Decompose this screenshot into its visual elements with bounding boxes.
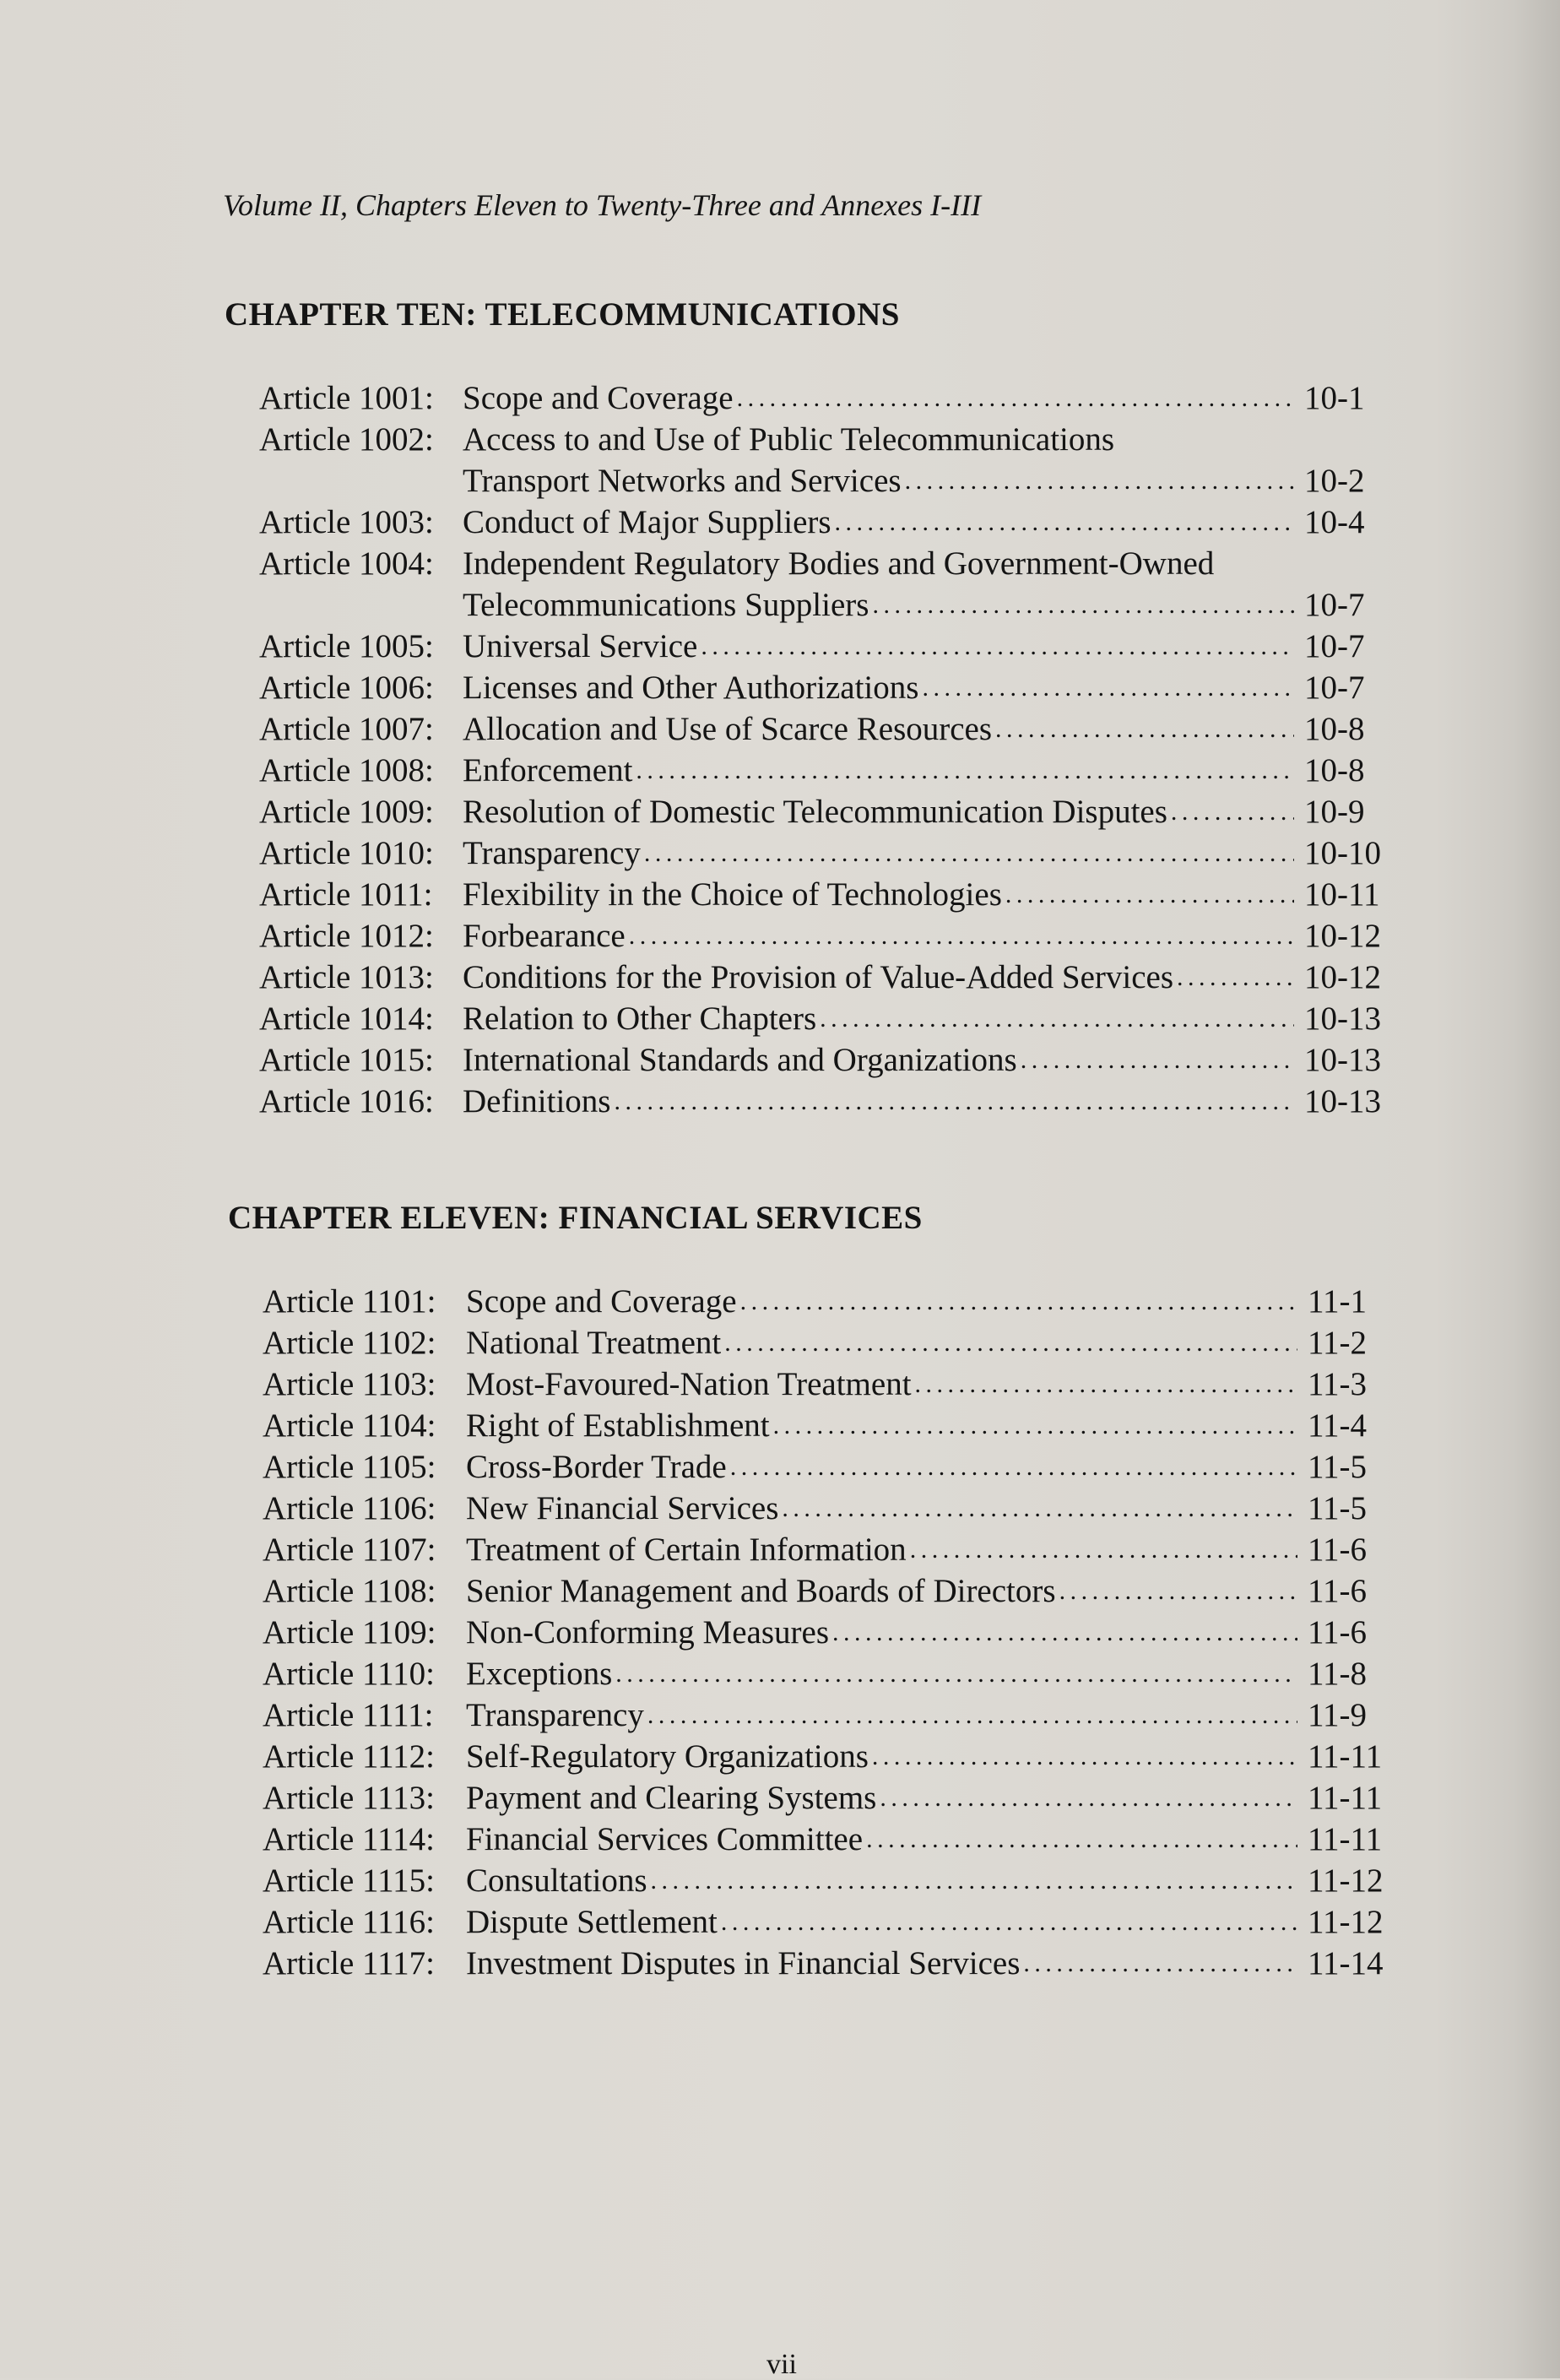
page-reference: 11-4 [1308, 1407, 1368, 1444]
article-number: Article 1007: [259, 711, 434, 747]
article-number: Article 1008: [259, 752, 434, 789]
toc-line [259, 543, 1387, 584]
dot-leader [872, 1736, 1297, 1777]
running-head: Volume II, Chapters Eleven to Twenty-Three and Annexes I-III [223, 188, 982, 222]
article-title: Allocation and Use of Scarce Resources [463, 711, 993, 747]
toc-line [263, 1281, 1390, 1322]
toc-entry [259, 791, 1387, 832]
page-number: vii [766, 2349, 797, 2380]
toc-line [263, 1363, 1390, 1405]
toc-entry [263, 1901, 1390, 1943]
page-reference: 10-8 [1304, 752, 1365, 789]
page-reference: 11-3 [1308, 1366, 1368, 1402]
chapter-ten-heading: CHAPTER TEN: TELECOMMUNICATIONS [225, 296, 900, 333]
dot-leader [724, 1322, 1297, 1363]
toc-entry [259, 377, 1387, 419]
toc-entry [263, 1819, 1390, 1860]
article-title: Independent Regulatory Bodies and Government-Owned [463, 545, 1215, 582]
article-title: Relation to Other Chapters [463, 1000, 817, 1037]
page-reference: 10-7 [1304, 628, 1365, 664]
article-number: Article 1115: [263, 1862, 435, 1899]
dot-leader [740, 1281, 1297, 1322]
toc-entry [259, 1039, 1387, 1081]
page-reference: 10-12 [1304, 959, 1381, 995]
toc-entry [259, 874, 1387, 915]
toc-line [259, 419, 1387, 460]
article-title: Consultations [466, 1862, 647, 1899]
dot-leader [1021, 1039, 1294, 1081]
chapter-ten-contents [259, 377, 1387, 1122]
toc-entry [263, 1943, 1390, 1984]
article-title: Forbearance [463, 918, 626, 954]
article-number: Article 1003: [259, 504, 434, 540]
toc-entry [263, 1653, 1390, 1694]
article-title: Scope and Coverage [466, 1283, 737, 1320]
toc-entry [259, 832, 1387, 874]
article-number: Article 1004: [259, 545, 434, 582]
toc-entry [263, 1281, 1390, 1322]
toc-entry [263, 1694, 1390, 1736]
article-title: Scope and Coverage [463, 380, 734, 416]
toc-entry [259, 626, 1387, 667]
dot-leader [615, 1653, 1297, 1694]
article-number: Article 1106: [263, 1490, 436, 1526]
article-number: Article 1016: [259, 1083, 434, 1120]
toc-line [259, 1081, 1387, 1122]
page-reference: 11-9 [1308, 1697, 1368, 1733]
toc-line [259, 667, 1387, 708]
article-title: Self-Regulatory Organizations [466, 1738, 869, 1775]
toc-line [263, 1694, 1390, 1736]
toc-line [263, 1488, 1390, 1529]
article-number: Article 1014: [259, 1000, 434, 1037]
toc-line [263, 1736, 1390, 1777]
article-title: Telecommunications Suppliers [463, 587, 869, 623]
toc-entry [259, 708, 1387, 750]
dot-leader [835, 501, 1294, 543]
page-reference: 10-13 [1304, 1083, 1381, 1120]
toc-entry [259, 501, 1387, 543]
dot-leader [629, 915, 1294, 957]
toc-line [259, 791, 1387, 832]
page-reference: 11-11 [1308, 1780, 1383, 1816]
page-reference: 10-10 [1304, 835, 1381, 871]
article-title: Transport Networks and Services [463, 463, 902, 499]
dot-leader [1059, 1570, 1297, 1612]
article-title: Investment Disputes in Financial Services [466, 1945, 1021, 1982]
page-reference: 11-1 [1308, 1283, 1368, 1320]
toc-line [263, 1612, 1390, 1653]
article-number: Article 1011: [259, 876, 433, 913]
dot-leader [995, 708, 1294, 750]
article-number: Article 1102: [263, 1325, 436, 1361]
page-reference: 10-12 [1304, 918, 1381, 954]
page-reference: 10-13 [1304, 1000, 1381, 1037]
article-number: Article 1013: [259, 959, 434, 995]
article-number: Article 1112: [263, 1738, 435, 1775]
dot-leader [1171, 791, 1294, 832]
page-reference: 11-11 [1308, 1821, 1383, 1857]
article-number: Article 1002: [259, 421, 434, 458]
dot-leader [721, 1901, 1297, 1943]
article-number: Article 1105: [263, 1449, 436, 1485]
page-reference: 11-8 [1308, 1656, 1368, 1692]
article-number: Article 1109: [263, 1614, 436, 1651]
article-title: Non-Conforming Measures [466, 1614, 830, 1651]
page-reference: 11-12 [1308, 1862, 1384, 1899]
toc-entry [263, 1322, 1390, 1363]
page-reference: 10-13 [1304, 1042, 1381, 1078]
dot-leader [1005, 874, 1294, 915]
page-reference: 10-7 [1304, 587, 1365, 623]
dot-leader [880, 1777, 1297, 1819]
toc-entry [259, 1081, 1387, 1122]
article-title: Dispute Settlement [466, 1904, 718, 1940]
article-number: Article 1113: [263, 1780, 435, 1816]
article-number: Article 1111: [263, 1697, 434, 1733]
toc-entry [259, 667, 1387, 708]
article-title: Universal Service [463, 628, 698, 664]
page-reference: 11-6 [1308, 1532, 1368, 1568]
toc-entry [263, 1860, 1390, 1901]
page-reference: 10-9 [1304, 794, 1365, 830]
article-title: Exceptions [466, 1656, 613, 1692]
article-title: Payment and Clearing Systems [466, 1780, 877, 1816]
article-title: Licenses and Other Authorizations [463, 670, 919, 706]
toc-line [259, 832, 1387, 874]
toc-line [263, 1322, 1390, 1363]
dot-leader [832, 1612, 1297, 1653]
article-number: Article 1101: [263, 1283, 436, 1320]
article-number: Article 1108: [263, 1573, 436, 1609]
dot-leader [820, 998, 1294, 1039]
toc-line [259, 460, 1387, 501]
page-reference: 10-2 [1304, 463, 1365, 499]
toc-line [259, 708, 1387, 750]
toc-entry [263, 1529, 1390, 1570]
page-reference: 11-6 [1308, 1614, 1368, 1651]
dot-leader [614, 1081, 1294, 1122]
article-number: Article 1116: [263, 1904, 435, 1940]
article-number: Article 1104: [263, 1407, 436, 1444]
page-reference: 10-7 [1304, 670, 1365, 706]
dot-leader [737, 377, 1294, 419]
dot-leader [701, 626, 1294, 667]
article-number: Article 1117: [263, 1945, 435, 1982]
dot-leader [730, 1446, 1297, 1488]
article-number: Article 1006: [259, 670, 434, 706]
toc-entry [259, 915, 1387, 957]
page-reference: 11-5 [1308, 1449, 1368, 1485]
toc-line [259, 584, 1387, 626]
toc-entry [259, 543, 1387, 626]
article-title: Cross-Border Trade [466, 1449, 727, 1485]
article-number: Article 1005: [259, 628, 434, 664]
article-title: International Standards and Organizations [463, 1042, 1017, 1078]
toc-line [259, 377, 1387, 419]
article-title: National Treatment [466, 1325, 722, 1361]
toc-line [263, 1819, 1390, 1860]
toc-entry [259, 419, 1387, 501]
toc-entry [263, 1363, 1390, 1405]
article-number: Article 1015: [259, 1042, 434, 1078]
toc-line [263, 1570, 1390, 1612]
toc-entry [263, 1736, 1390, 1777]
page-reference: 11-6 [1308, 1573, 1368, 1609]
chapter-eleven-contents [263, 1281, 1390, 1984]
page-reference: 11-2 [1308, 1325, 1368, 1361]
page-reference: 10-11 [1304, 876, 1380, 913]
toc-entry [263, 1488, 1390, 1529]
article-number: Article 1110: [263, 1656, 435, 1692]
toc-line [259, 915, 1387, 957]
page-reference: 11-11 [1308, 1738, 1383, 1775]
article-number: Article 1009: [259, 794, 434, 830]
dot-leader [1177, 957, 1294, 998]
dot-leader [922, 667, 1294, 708]
toc-line [263, 1653, 1390, 1694]
toc-entry [263, 1612, 1390, 1653]
toc-line [259, 1039, 1387, 1081]
page-reference: 10-4 [1304, 504, 1365, 540]
toc-line [259, 874, 1387, 915]
dot-leader [644, 832, 1294, 874]
toc-line [259, 501, 1387, 543]
toc-entry [259, 750, 1387, 791]
article-title: Access to and Use of Public Telecommunications [463, 421, 1115, 458]
article-title: Conduct of Major Suppliers [463, 504, 831, 540]
page-reference: 11-5 [1308, 1490, 1368, 1526]
toc-entry [263, 1446, 1390, 1488]
toc-line [259, 626, 1387, 667]
toc-line [263, 1446, 1390, 1488]
article-title: Definitions [463, 1083, 611, 1120]
article-title: Transparency [466, 1697, 644, 1733]
toc-line [263, 1529, 1390, 1570]
article-title: Most-Favoured-Nation Treatment [466, 1366, 912, 1402]
article-number: Article 1010: [259, 835, 434, 871]
toc-entry [263, 1777, 1390, 1819]
toc-line [263, 1405, 1390, 1446]
toc-entry [259, 957, 1387, 998]
article-title: Resolution of Domestic Telecommunication Disputes [463, 794, 1167, 830]
dot-leader [905, 460, 1294, 501]
article-title: Right of Establishment [466, 1407, 770, 1444]
page-reference: 11-14 [1308, 1945, 1384, 1982]
article-title: Conditions for the Provision of Value-Added Services [463, 959, 1174, 995]
dot-leader [773, 1405, 1297, 1446]
toc-entry [263, 1405, 1390, 1446]
toc-line [263, 1777, 1390, 1819]
page-reference: 10-1 [1304, 380, 1365, 416]
article-number: Article 1107: [263, 1532, 436, 1568]
article-title: Transparency [463, 835, 641, 871]
article-title: Enforcement [463, 752, 633, 789]
article-title: Financial Services Committee [466, 1821, 864, 1857]
article-number: Article 1012: [259, 918, 434, 954]
dot-leader [1023, 1943, 1297, 1984]
dot-leader [866, 1819, 1297, 1860]
dot-leader [872, 584, 1294, 626]
toc-line [259, 750, 1387, 791]
dot-leader [782, 1488, 1297, 1529]
toc-line [263, 1860, 1390, 1901]
dot-leader [647, 1694, 1297, 1736]
page-reference: 11-12 [1308, 1904, 1384, 1940]
article-number: Article 1001: [259, 380, 434, 416]
toc-entry [263, 1570, 1390, 1612]
dot-leader [651, 1860, 1297, 1901]
toc-line [263, 1901, 1390, 1943]
article-title: Senior Management and Boards of Directors [466, 1573, 1056, 1609]
toc-entry [259, 998, 1387, 1039]
page-reference: 10-8 [1304, 711, 1365, 747]
dot-leader [910, 1529, 1297, 1570]
dot-leader [636, 750, 1294, 791]
toc-line [259, 957, 1387, 998]
article-title: Flexibility in the Choice of Technologies [463, 876, 1002, 913]
article-number: Article 1114: [263, 1821, 435, 1857]
toc-line [263, 1943, 1390, 1984]
dot-leader [915, 1363, 1297, 1405]
chapter-eleven-heading: CHAPTER ELEVEN: FINANCIAL SERVICES [228, 1200, 923, 1236]
article-title: Treatment of Certain Information [466, 1532, 907, 1568]
article-number: Article 1103: [263, 1366, 436, 1402]
article-title: New Financial Services [466, 1490, 779, 1526]
toc-line [259, 998, 1387, 1039]
